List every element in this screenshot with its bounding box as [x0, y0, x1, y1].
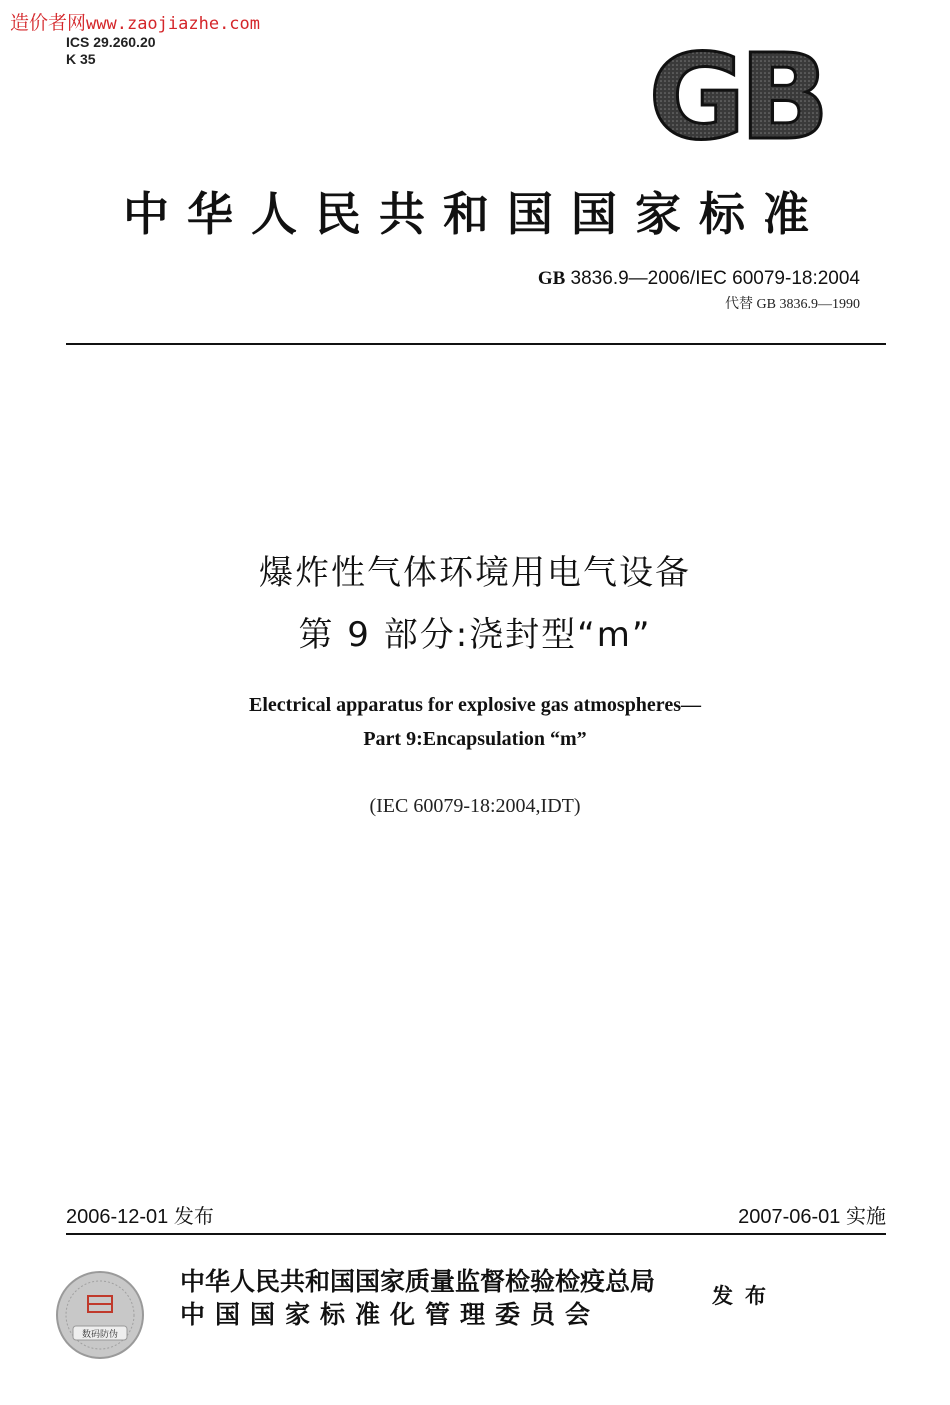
gb-logo-text: GB [648, 40, 824, 150]
effective-date-value: 2007-06-01 [738, 1206, 841, 1228]
standard-name-en-line2: Part 9:Encapsulation “m” [363, 728, 587, 750]
ccs-code: K 35 [66, 51, 96, 67]
classification-codes [66, 34, 156, 68]
anti-counterfeit-seal-icon [55, 1270, 145, 1360]
replaces-note [725, 293, 860, 313]
document-category-title: 中华人民共和国国家标准 [123, 187, 827, 241]
watermark-site-name: 造价者网 [10, 12, 87, 34]
standard-prefix: GB [537, 268, 566, 289]
top-divider [66, 343, 886, 345]
replaces-code: GB 3836.9—1990 [756, 297, 860, 312]
equivalence-note: (IEC 60079-18:2004,IDT) [369, 795, 581, 817]
bottom-divider [66, 1233, 886, 1235]
effective-label: 实施 [846, 1206, 886, 1228]
issue-label: 发布 [173, 1206, 214, 1228]
watermark-url[interactable]: www.zaojiazhe.com [86, 14, 261, 34]
standard-code: 3836.9—2006/IEC 60079-18:2004 [570, 268, 860, 289]
issue-date [66, 1200, 214, 1229]
publish-label: 发布 [712, 1284, 778, 1308]
standard-name-cn-line1: 爆炸性气体环境用电气设备 [259, 553, 691, 593]
issuer-sac: 中国国家标准化管理委员会 [180, 1300, 601, 1329]
watermark [10, 8, 260, 35]
effective-date [738, 1200, 886, 1229]
issue-date-value: 2006-12-01 [66, 1206, 169, 1228]
gb-logo [636, 40, 836, 150]
standard-name-cn-line2: 第 9 部分:浇封型“m” [298, 615, 652, 655]
replaces-label: 代替 [725, 297, 754, 312]
standard-name-en-line1: Electrical apparatus for explosive gas atmospheres— [248, 694, 701, 716]
standard-number [538, 268, 860, 290]
seal-caption: 数码防伪 [81, 1330, 119, 1340]
issuer-aqsiq: 中华人民共和国国家质量监督检验检疫总局 [180, 1267, 656, 1296]
ics-code: ICS 29.260.20 [66, 34, 156, 50]
